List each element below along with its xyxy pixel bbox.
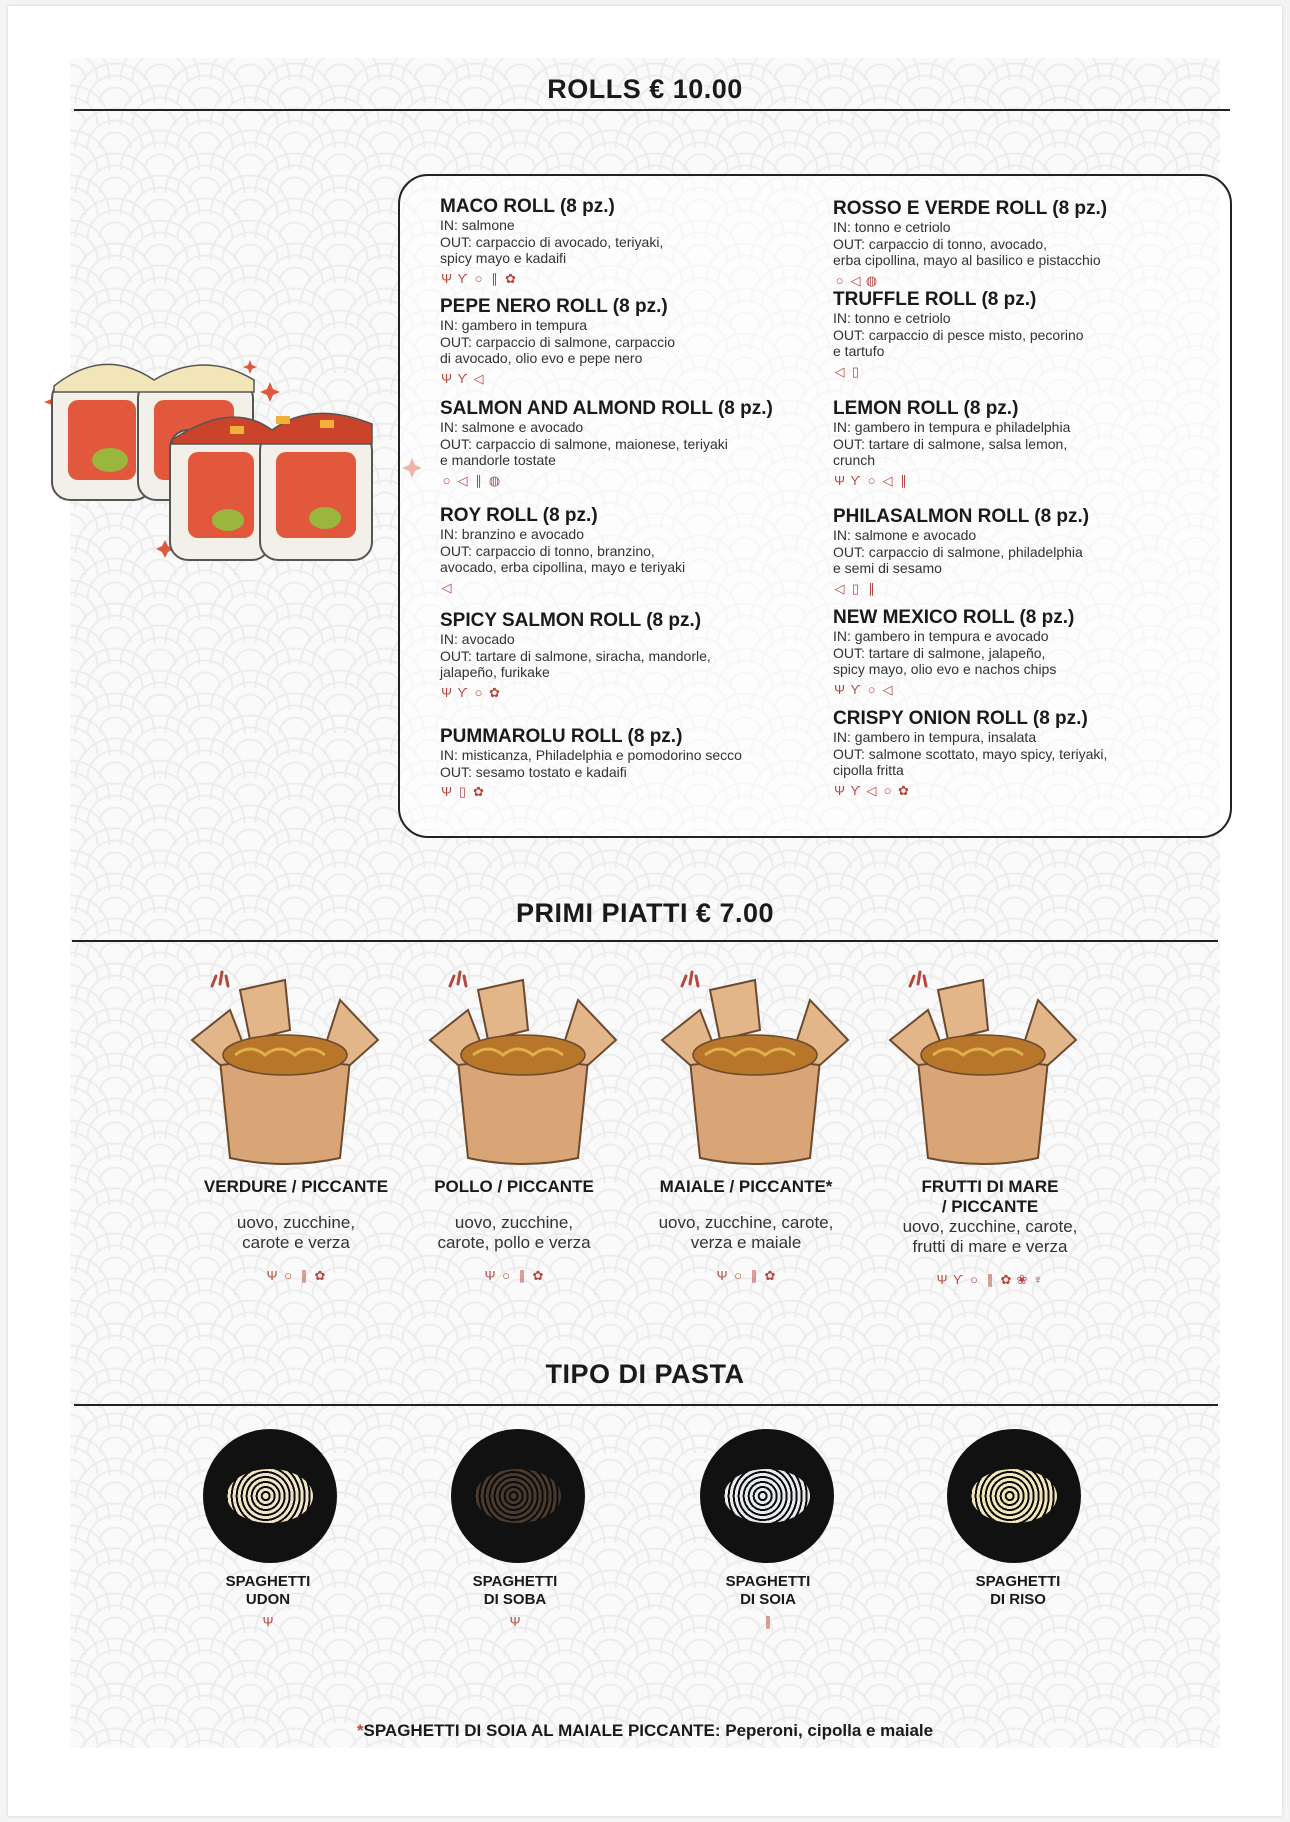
soy-icon: ∥ — [868, 580, 875, 596]
roll-description-line: IN: salmone e avocado — [833, 527, 977, 543]
wheat-icon: Ψ — [834, 472, 845, 488]
soy-icon: ∥ — [750, 1268, 758, 1283]
primi-description — [636, 1213, 856, 1253]
egg-icon: ○ — [474, 684, 483, 700]
roll-item — [440, 610, 830, 702]
roll-description-line: OUT: salmone scottato, mayo spicy, teriyaki, — [833, 745, 1108, 762]
sushi-roll-front — [170, 413, 372, 560]
roll-name: NEW MEXICO ROLL (8 pz.) — [833, 607, 1075, 628]
footnote-asterisk: * — [356, 1721, 364, 1740]
roll-item — [440, 296, 830, 388]
roll-description-line: IN: tonno e cetriolo — [833, 219, 951, 235]
wheat-icon: Ψ — [834, 782, 845, 798]
pasta-name: SPAGHETTI — [975, 1573, 1061, 1590]
sesame-icon: ✿ — [505, 270, 516, 286]
roll-description-line: IN: tonno e cetriolo — [833, 310, 951, 326]
egg-icon: ○ — [867, 681, 876, 697]
roll-name: ROY ROLL (8 pz.) — [440, 505, 598, 526]
roll-description-line: OUT: carpaccio di salmone, carpaccio — [440, 333, 675, 350]
noodle-nest — [724, 1469, 810, 1523]
allergen-icons — [928, 1613, 1108, 1631]
primi-description-line: carote e verza — [242, 1233, 350, 1252]
pasta-photo — [451, 1429, 585, 1563]
roll-name: MACO ROLL (8 pz.) — [440, 196, 615, 217]
shrimp-icon: ϒ — [457, 270, 468, 286]
pasta-name: SPAGHETTI — [725, 1573, 811, 1590]
roll-name: CRISPY ONION ROLL (8 pz.) — [833, 708, 1088, 729]
roll-description-line: OUT: tartare di salmone, jalapeño, — [833, 644, 1046, 661]
milk-icon: ▯ — [851, 363, 860, 379]
wheat-icon: Ψ — [441, 370, 452, 386]
noodle-box-illustration — [190, 970, 380, 1170]
roll-description-line: IN: gambero in tempura e avocado — [833, 628, 1049, 644]
pasta-name: DI RISO — [990, 1591, 1046, 1608]
roll-description-line: IN: branzino e avocado — [440, 526, 584, 542]
roll-description-line: OUT: tartare di salmone, salsa lemon, — [833, 435, 1068, 452]
primi-item — [404, 1177, 624, 1285]
soy-icon: ∥ — [475, 472, 482, 488]
wheat-icon: Ψ — [262, 1614, 274, 1629]
primi-description-line: uovo, zucchine, — [454, 1213, 574, 1232]
allergen-icons — [404, 1267, 624, 1285]
roll-name: SPICY SALMON ROLL (8 pz.) — [440, 610, 702, 631]
primi-divider — [72, 940, 1218, 942]
roll-description-line: OUT: carpaccio di avocado, teriyaki, — [440, 233, 664, 250]
fish-icon: ◁ — [457, 472, 468, 488]
roll-description-line: OUT: carpaccio di tonno, avocado, — [833, 235, 1048, 252]
allergen-icons — [833, 580, 1223, 598]
roll-description-line: OUT: sesamo tostato e kadaifi — [440, 763, 627, 780]
pasta-photo — [203, 1429, 337, 1563]
primi-description — [186, 1213, 406, 1253]
sesame-icon: ✿ — [473, 784, 484, 799]
fish-icon: ◁ — [882, 681, 893, 697]
fish-icon: ◁ — [850, 272, 861, 288]
wheat-icon: Ψ — [441, 684, 452, 700]
nut-icon: ◍ — [488, 472, 501, 488]
rolls-divider — [74, 109, 1230, 111]
egg-icon: ○ — [970, 1272, 978, 1287]
noodle-nest — [971, 1469, 1057, 1523]
fish-icon: ◁ — [473, 370, 484, 386]
mollusc-icon: ❀ — [1016, 1272, 1028, 1287]
allergen-icons — [880, 1271, 1100, 1289]
primi-item — [186, 1177, 406, 1285]
footnote-text: SPAGHETTI DI SOIA AL MAIALE PICCANTE: Peperoni, cipolla e maiale — [363, 1721, 934, 1740]
pasta-item — [178, 1573, 358, 1631]
wheat-icon: Ψ — [441, 270, 452, 286]
wheat-icon: Ψ — [484, 1268, 496, 1283]
roll-name: LEMON ROLL (8 pz.) — [833, 398, 1019, 419]
primi-title: FRUTTI DI MARE — [921, 1177, 1059, 1196]
primi-title: POLLO / PICCANTE — [434, 1177, 594, 1196]
shrimp-icon: ϒ — [850, 782, 861, 798]
roll-description-line: IN: salmone — [440, 217, 515, 233]
egg-icon: ○ — [502, 1268, 510, 1283]
soy-icon: ∥ — [986, 1272, 994, 1287]
allergen-icons — [833, 472, 1223, 490]
roll-description-line: OUT: carpaccio di tonno, branzino, — [440, 542, 655, 559]
roll-name: PUMMAROLU ROLL (8 pz.) — [440, 726, 683, 747]
egg-icon: ○ — [883, 782, 892, 798]
soy-icon: ∥ — [491, 270, 498, 286]
primi-description — [404, 1213, 624, 1253]
roll-name: ROSSO E VERDE ROLL (8 pz.) — [833, 198, 1108, 219]
roll-item — [440, 196, 830, 288]
egg-icon: ○ — [835, 272, 844, 288]
roll-description-line: crunch — [833, 452, 876, 468]
primi-description-line: frutti di mare e verza — [912, 1237, 1068, 1256]
noodle-nest — [227, 1469, 313, 1523]
footnote — [0, 1721, 1290, 1741]
primi-description-line: carote, pollo e verza — [437, 1233, 591, 1252]
roll-description-line: IN: misticanza, Philadelphia e pomodorino secco — [440, 747, 742, 763]
egg-icon: ○ — [734, 1268, 742, 1283]
primi-title: VERDURE / PICCANTE — [203, 1177, 389, 1196]
pasta-name: DI SOBA — [483, 1591, 547, 1608]
shrimp-icon: ϒ — [850, 681, 861, 697]
primi-description-line: uovo, zucchine, carote, — [902, 1217, 1078, 1236]
primi-title: MAIALE / PICCANTE* — [659, 1177, 833, 1196]
fish-icon: ◁ — [866, 782, 877, 798]
egg-icon: ○ — [442, 472, 451, 488]
wheat-icon: Ψ — [509, 1614, 521, 1629]
roll-name: SALMON AND ALMOND ROLL (8 pz.) — [440, 398, 773, 419]
sesame-icon: ✿ — [1000, 1272, 1012, 1287]
roll-description-line: spicy mayo e kadaifi — [440, 250, 567, 266]
pasta-title: TIPO DI PASTA — [545, 1359, 745, 1389]
roll-description-line: IN: salmone e avocado — [440, 419, 584, 435]
roll-description-line: IN: gambero in tempura, insalata — [833, 729, 1037, 745]
allergen-icons — [636, 1267, 856, 1285]
sesame-icon: ✿ — [489, 684, 500, 700]
allergen-icons — [440, 270, 830, 288]
roll-item — [833, 198, 1223, 290]
primi-description-line: uovo, zucchine, — [236, 1213, 356, 1232]
roll-description-line: OUT: carpaccio di pesce misto, pecorino — [833, 326, 1084, 343]
shrimp-icon: ϒ — [952, 1272, 964, 1287]
roll-item — [833, 607, 1223, 699]
pasta-name: UDON — [245, 1591, 291, 1608]
roll-item — [440, 398, 830, 490]
primi-item — [880, 1177, 1100, 1289]
allergen-icons — [440, 579, 830, 597]
noodle-box-illustration — [428, 970, 618, 1170]
roll-description-line: IN: gambero in tempura e philadelphia — [833, 419, 1071, 435]
allergen-icons — [440, 783, 830, 801]
egg-icon: ○ — [867, 472, 876, 488]
roll-item — [833, 506, 1223, 598]
sesame-icon: ✿ — [314, 1268, 326, 1283]
allergen-icons — [178, 1613, 358, 1631]
sesame-icon: ✿ — [532, 1268, 544, 1283]
pasta-item — [425, 1573, 605, 1631]
egg-icon: ○ — [474, 270, 483, 286]
noodle-box-illustration — [660, 970, 850, 1170]
milk-icon: ▯ — [458, 784, 467, 799]
egg-icon: ○ — [284, 1268, 292, 1283]
sushi-rolls-illustration — [40, 340, 430, 610]
wheat-icon: Ψ — [266, 1268, 278, 1283]
primi-description — [880, 1217, 1100, 1257]
roll-name: PEPE NERO ROLL (8 pz.) — [440, 296, 668, 317]
roll-description-line: e mandorle tostate — [440, 452, 556, 468]
pasta-item — [678, 1573, 858, 1631]
roll-description-line: jalapeño, furikake — [440, 664, 550, 680]
roll-item — [440, 726, 830, 801]
soy-icon: ∥ — [518, 1268, 526, 1283]
pasta-name: SPAGHETTI — [225, 1573, 311, 1590]
sesame-icon: ✿ — [898, 782, 909, 798]
roll-description-line: IN: avocado — [440, 631, 515, 647]
wheat-icon: Ψ — [936, 1272, 948, 1287]
allergen-icons — [440, 370, 830, 388]
roll-description-line: cipolla fritta — [833, 762, 904, 778]
fish-icon: ◁ — [834, 580, 845, 596]
roll-description-line: OUT: carpaccio di salmone, philadelphia — [833, 543, 1083, 560]
pasta-item — [928, 1573, 1108, 1631]
shrimp-icon: ϒ — [457, 684, 468, 700]
roll-item — [440, 505, 830, 597]
wheat-icon: Ψ — [716, 1268, 728, 1283]
allergen-icons — [833, 681, 1223, 699]
roll-description-line: di avocado, olio evo e pepe nero — [440, 350, 643, 366]
fish-icon: ◁ — [834, 363, 845, 379]
pasta-divider — [74, 1404, 1218, 1406]
soy-icon: ∥ — [764, 1614, 772, 1629]
shell-icon: ♆ — [1033, 1272, 1043, 1287]
nut-icon: ◍ — [865, 272, 878, 288]
rolls-title: ROLLS € 10.00 — [547, 74, 743, 104]
roll-description-line: e tartufo — [833, 343, 885, 359]
allergen-icons — [440, 472, 830, 490]
sesame-icon: ✿ — [764, 1268, 776, 1283]
roll-description-line: IN: gambero in tempura — [440, 317, 588, 333]
roll-description-line: avocado, erba cipollina, mayo e teriyaki — [440, 559, 686, 575]
milk-icon: ▯ — [851, 580, 860, 596]
roll-name: PHILASALMON ROLL (8 pz.) — [833, 506, 1090, 527]
allergen-icons — [425, 1613, 605, 1631]
soy-icon: ∥ — [300, 1268, 308, 1283]
pasta-photo — [947, 1429, 1081, 1563]
allergen-icons — [186, 1267, 406, 1285]
pasta-photo — [700, 1429, 834, 1563]
soy-icon: ∥ — [900, 472, 907, 488]
fish-icon: ◁ — [441, 579, 452, 595]
roll-item — [833, 708, 1223, 800]
roll-item — [833, 289, 1223, 381]
noodle-box-illustration — [888, 970, 1078, 1170]
roll-description-line: OUT: tartare di salmone, siracha, mandorle, — [440, 647, 711, 664]
primi-item — [636, 1177, 856, 1285]
primi-title: / PICCANTE — [941, 1197, 1039, 1216]
primi-description-line: uovo, zucchine, carote, — [658, 1213, 834, 1232]
roll-description-line: e semi di sesamo — [833, 560, 942, 576]
pasta-name: SPAGHETTI — [472, 1573, 558, 1590]
pasta-name: DI SOIA — [740, 1591, 796, 1608]
shrimp-icon: ϒ — [850, 472, 861, 488]
primi-description-line: verza e maiale — [690, 1233, 802, 1252]
roll-description-line: spicy mayo, olio evo e nachos chips — [833, 661, 1057, 677]
roll-description-line: OUT: carpaccio di salmone, maionese, teriyaki — [440, 435, 728, 452]
allergen-icons — [678, 1613, 858, 1631]
wheat-icon: Ψ — [441, 784, 452, 799]
roll-item — [833, 398, 1223, 490]
roll-name: TRUFFLE ROLL (8 pz.) — [833, 289, 1037, 310]
allergen-icons — [833, 272, 1223, 290]
primi-title: PRIMI PIATTI € 7.00 — [515, 898, 775, 928]
fish-icon: ◁ — [882, 472, 893, 488]
shrimp-icon: ϒ — [457, 370, 468, 386]
wheat-icon: Ψ — [834, 681, 845, 697]
noodle-nest — [475, 1469, 561, 1523]
allergen-icons — [833, 782, 1223, 800]
allergen-icons — [440, 684, 830, 702]
roll-description-line: erba cipollina, mayo al basilico e pistacchio — [833, 252, 1101, 268]
allergen-icons — [833, 363, 1223, 381]
